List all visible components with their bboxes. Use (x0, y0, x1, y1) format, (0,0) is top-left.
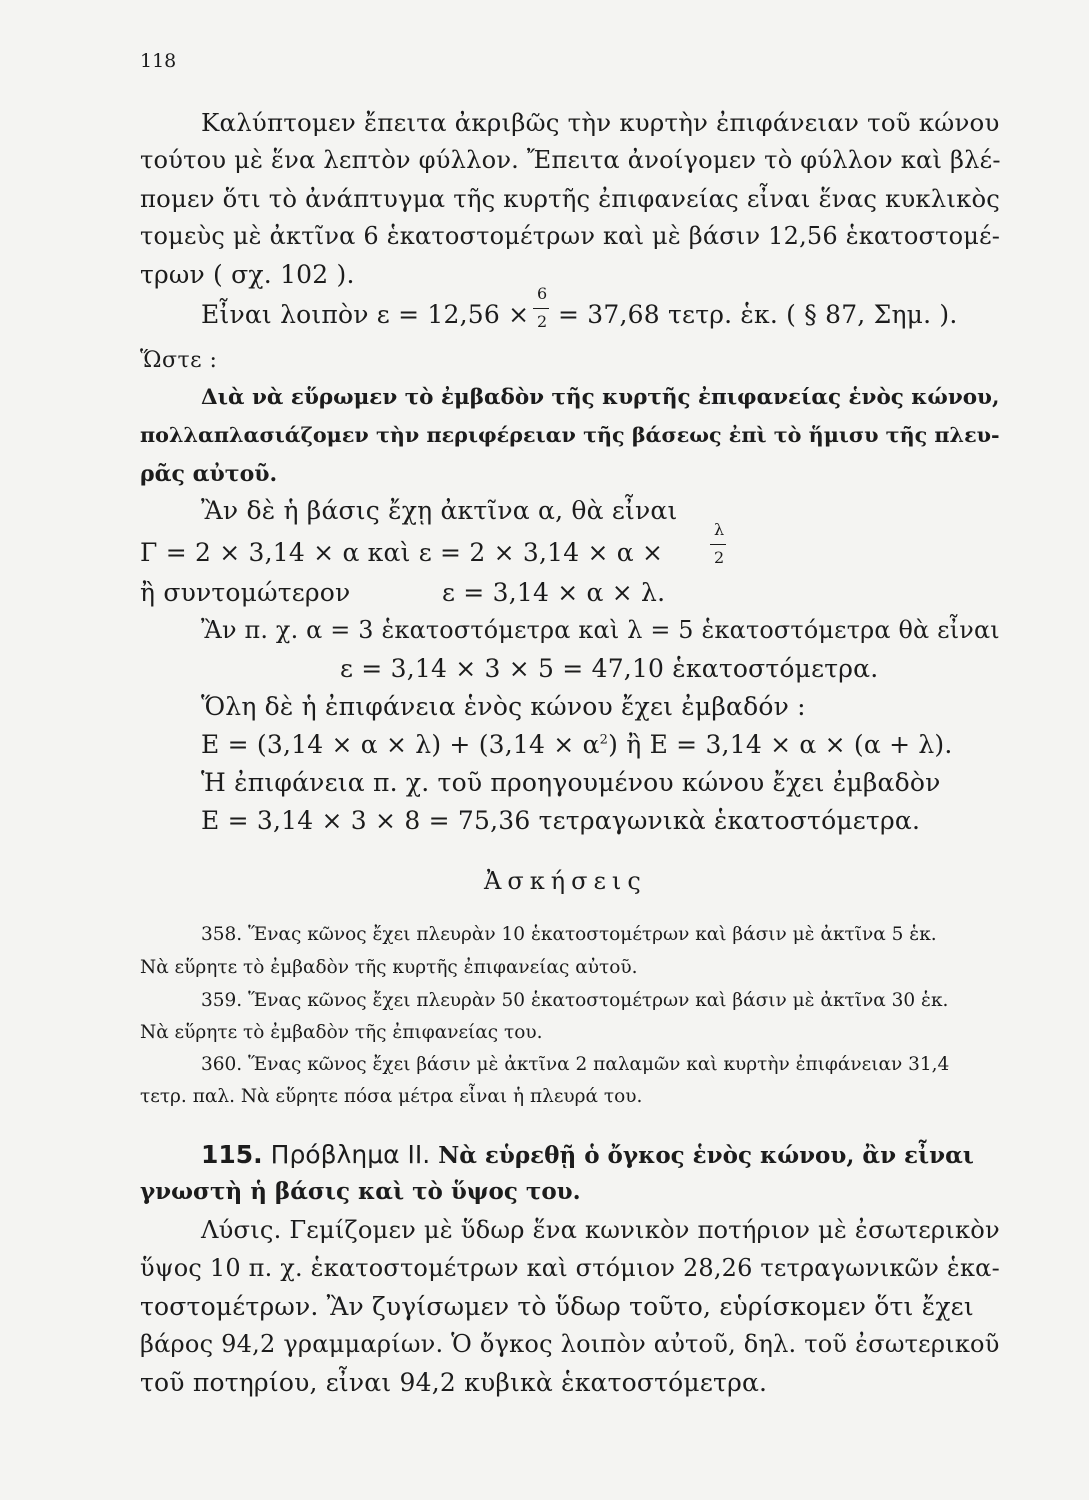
text-line: τούτου μὲ ἕνα λεπτὸν φύλλον. Ἔπειτα ἀνοίγομεν τὸ φύλλον καὶ βλέ- (140, 146, 1001, 174)
text-line: Ἂν π. χ. α = 3 ἑκατοστόμετρα καὶ λ = 5 ἑκατοστόμετρα θὰ εἶναι (201, 616, 1000, 644)
book-page: 118 Καλύπτομεν ἔπειτα ἀκριβῶς τὴν κυρτὴν ἐπιφάνειαν τοῦ κώνου τούτου μὲ ἕνα λεπτὸν φύλλον. Ἔπειτα ἀνοίγομεν τὸ φύλλον καὶ βλέ- πομεν ὅτι τὸ ἀνάπτυγμα τῆς κυρτῆς ἐπιφανείας εἶναι ἕνας κυκλικὸς τομεὺς μὲ ἀκτῖνα 6 ἑκατοστομέτρων καὶ μὲ βάσιν 12,56 ἑκατοστομέ- τρων ( σχ. 102 ). Εἶναι λοιπὸν ε = 12,56 × 6 2 = 37,68 τετρ. ἑκ. ( § 87, Σημ. ). Ὥστε : Διὰ νὰ εὕρωμεν τὸ ἐμβαδὸν τῆς κυρτῆς ἐπιφανείας ἑνὸς κώνου, πολλαπλασιάζομεν τὴν περιφέρειαν τῆς βάσεως ἐπὶ τὸ ἥμισυ τῆς πλευ- ρᾶς αὐτοῦ. Ἂν δὲ ἡ βάσις ἔχῃ ἀκτῖνα α, θὰ εἶναι Γ = 2 × 3,14 × α καὶ ε = 2 × 3,14 × α × λ 2 ἢ συντομώτερον ε = 3,14 × α × λ. Ἂν π. χ. α = 3 ἑκατοστόμετρα καὶ λ = 5 ἑκατοστόμετρα θὰ εἶναι ε = 3,14 × 3 × 5 = 47,10 ἑκατοστόμετρα. Ὅλη δὲ ἡ ἐπιφάνεια ἑνὸς κώνου ἔχει ἐμβαδόν : $E = (3,14 \times \alpha \times \lambda) + (3,14 \times \alpha^2)$ ἢ Ε = 3,14 × α × (α + λ). Ἡ ἐπιφάνεια π. χ. τοῦ προηγουμένου κώνου ἔχει ἐμβαδὸν Ε = 3,14 × 3 × 8 = 75,36 τετραγωνικὰ ἑκατοστόμετρα. Ἀσκήσεις 358. Ἕνας κῶνος ἔχει πλευρὰν 10 ἑκατοστομέτρων καὶ βάσιν μὲ ἀκτῖνα 5 ἑκ. Νὰ εὕρητε τὸ ἐμβαδὸν τῆς κυρτῆς ἐπιφανείας αὐτοῦ. 359. Ἕνας κῶνος ἔχει πλευρὰν 50 ἑκατοστομέτρων καὶ βάσιν μὲ ἀκτῖνα 30 ἑκ. Νὰ εὕρητε τὸ ἐμβαδὸν τῆς ἐπιφανείας του. 360. Ἕνας κῶνος ἔχει βάσιν μὲ ἀκτῖνα 2 παλαμῶν καὶ κυρτὴν ἐπιφάνειαν 31,4 τετρ. παλ. Νὰ εὕρητε πόσα μέτρα εἶναι ἡ πλευρά του. 115. Πρόβλημα ΙΙ. Νὰ εὑρεθῇ ὁ ὄγκος ἑνὸς κώνου, ἂν εἶναι γνωστὴ ἡ βάσις καὶ τὸ ὕψος του. Λύσις. Γεμίζομεν μὲ ὕδωρ ἕνα κωνικὸν ποτήριον μὲ ἐσωτερικὸν ὕψος 10 π. χ. ἑκατοστομέτρων καὶ στόμιον 28,26 τετραγωνικῶν ἑκα- τοστομέτρων. Ἂν ζυγίσωμεν τὸ ὕδωρ τοῦτο, εὑρίσκομεν ὅτι ἔχει βάρος 94,2 γραμμαρίων. Ὁ ὄγκος λοιπὸν αὐτοῦ, δηλ. τοῦ ἐσωτερικοῦ τοῦ ποτηρίου, εἶναι 94,2 κυβικὰ ἑκατοστόμετρα. (140, 50, 1001, 1397)
text-line: τοῦ ποτηρίου, εἶναι 94,2 κυβικὰ ἑκατοστόμετρα. (140, 1368, 768, 1397)
text-line: πομεν ὅτι τὸ ἀνάπτυγμα τῆς κυρτῆς ἐπιφανείας εἶναι ἕνας κυκλικὸς (140, 184, 1001, 213)
exercise-line: Νὰ εὕρητε τὸ ἐμβαδὸν τῆς κυρτῆς ἐπιφανείας αὐτοῦ. (140, 957, 638, 978)
exercise-line: 358. Ἕνας κῶνος ἔχει πλευρὰν 10 ἑκατοστομέτρων καὶ βάσιν μὲ ἀκτῖνα 5 ἑκ. (201, 924, 937, 945)
text-line: Καλύπτομεν ἔπειτα ἀκριβῶς τὴν κυρτὴν ἐπιφάνειαν τοῦ κώνου (201, 108, 1000, 137)
problem-title: γνωστὴ ἡ βάσις καὶ τὸ ὕψος του. (140, 1178, 581, 1205)
exercise-line: 359. Ἕνας κῶνος ἔχει πλευρὰν 50 ἑκατοστομέτρων καὶ βάσιν μὲ ἀκτῖνα 30 ἑκ. (201, 990, 949, 1011)
fraction-bar (533, 308, 549, 309)
text-line: Ἂν δὲ ἡ βάσις ἔχῃ ἀκτῖνα α, θὰ εἶναι (201, 496, 678, 525)
fraction-denominator: 2 (537, 312, 548, 331)
text-line: ἢ συντομώτερον (140, 578, 351, 607)
text-line: Ὥστε : (140, 348, 218, 373)
equation-short: ε = 3,14 × α × λ. (442, 578, 666, 607)
exercise-line: 360. Ἕνας κῶνος ἔχει βάσιν μὲ ἀκτῖνα 2 παλαμῶν καὶ κυρτὴν ἐπιφάνειαν 31,4 (201, 1054, 950, 1075)
text-line: τρων ( σχ. 102 ). (140, 260, 355, 289)
text-line: Λύσις. Γεμίζομεν μὲ ὕδωρ ἕνα κωνικὸν ποτήριον μὲ ἐσωτερικὸν (201, 1216, 1000, 1244)
text-line: τομεὺς μὲ ἀκτῖνα 6 ἑκατοστομέτρων καὶ μὲ βάσιν 12,56 ἑκατοστομέ- (140, 222, 1001, 250)
text-line: βάρος 94,2 γραμμαρίων. Ὁ ὄγκος λοιπὸν αὐτοῦ, δηλ. τοῦ ἐσωτερικοῦ (140, 1330, 1000, 1358)
text-line: τοστομέτρων. Ἂν ζυγίσωμεν τὸ ὕδωρ τοῦτο, εὑρίσκομεν ὅτι ἔχει (140, 1292, 974, 1321)
rule-line: ρᾶς αὐτοῦ. (140, 461, 278, 487)
text-line: Ὅλη δὲ ἡ ἐπιφάνεια ἑνὸς κώνου ἔχει ἐμβαδόν : (201, 692, 806, 721)
rule-line: πολλαπλασιάζομεν τὴν περιφέρειαν τῆς βάσεως ἐπὶ τὸ ἥμισυ τῆς πλευ- (140, 423, 1000, 447)
text-line: ὕψος 10 π. χ. ἑκατοστομέτρων καὶ στόμιον 28,26 τετραγωνικῶν ἑκα- (140, 1254, 1000, 1282)
exercises-heading: Ἀσκήσεις (484, 867, 647, 895)
problem-heading: 115. Πρόβλημα ΙΙ. Νὰ εὑρεθῇ ὁ ὄγκος ἑνὸς κώνου, ἂν εἶναι (201, 1140, 974, 1169)
rule-line: Διὰ νὰ εὕρωμεν τὸ ἐμβαδὸν τῆς κυρτῆς ἐπιφανείας ἑνὸς κώνου, (201, 385, 1000, 410)
fraction-numerator: 6 (537, 284, 548, 303)
fraction-bar (710, 544, 726, 545)
page-number: 118 (140, 50, 177, 72)
text-line: Ἡ ἐπιφάνεια π. χ. τοῦ προηγουμένου κώνου ἔχει ἐμβαδὸν (201, 768, 941, 797)
fraction-numerator: λ (714, 520, 725, 539)
equation-total-example: Ε = 3,14 × 3 × 8 = 75,36 τετραγωνικὰ ἑκατοστόμετρα. (201, 806, 921, 835)
equation-total-area: $E = (3,14 \times \alpha \times \lambda) + (3,14 \times \alpha^2)$ ἢ Ε = 3,14 × α × (α + λ). (201, 730, 953, 759)
equation-example: ε = 3,14 × 3 × 5 = 47,10 ἑκατοστόμετρα. (340, 654, 879, 683)
exercise-line: τετρ. παλ. Νὰ εὕρητε πόσα μέτρα εἶναι ἡ πλευρά του. (140, 1086, 643, 1107)
exercise-line: Νὰ εὕρητε τὸ ἐμβαδὸν τῆς ἐπιφανείας του. (140, 1022, 543, 1043)
fraction-denominator: 2 (714, 548, 725, 567)
